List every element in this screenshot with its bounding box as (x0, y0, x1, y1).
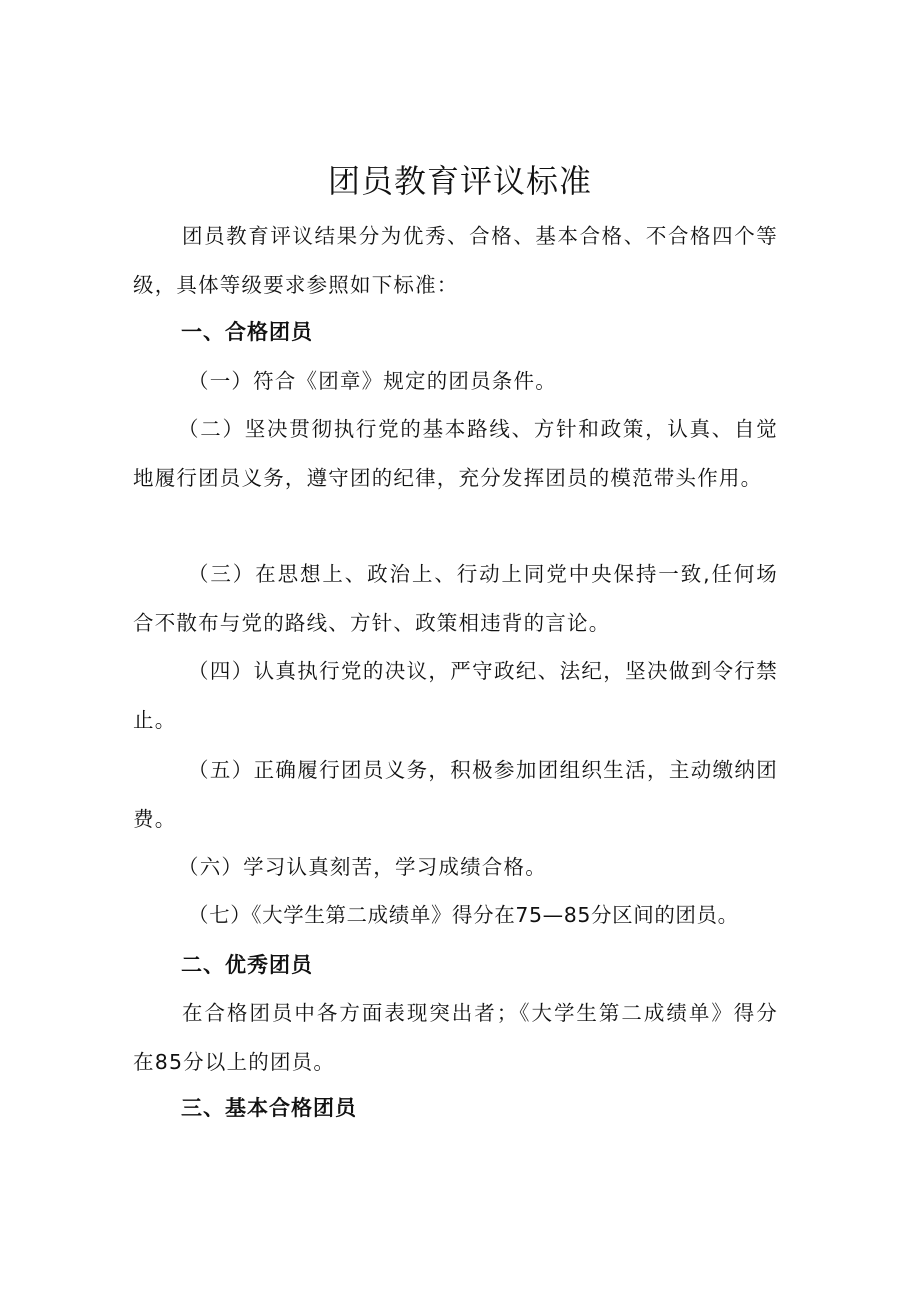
qualified-item-4: （四）认真执行党的决议，严守政纪、法纪，坚决做到令行禁止。 (133, 659, 778, 732)
qualified-item-1: （一）符合《团章》规定的团员条件。 (188, 369, 557, 393)
qualified-item-7: （七）《大学生第二成绩单》得分在75—85分区间的团员。 (188, 903, 739, 927)
section-heading-basic-qualified: 三、基本合格团员 (181, 1096, 357, 1120)
qualified-item-6: （六）学习认真刻苦，学习成绩合格。 (178, 855, 547, 879)
qualified-item-3: （三）在思想上、政治上、行动上同党中央保持一致,任何场合不散布与党的路线、方针、政策相违背的言论。 (133, 562, 778, 635)
document-title: 团员教育评议标准 (327, 162, 592, 201)
excellent-paragraph: 在合格团员中各方面表现突出者；《大学生第二成绩单》得分在85分以上的团员。 (133, 1001, 778, 1074)
intro-paragraph: 团员教育评议结果分为优秀、合格、基本合格、不合格四个等级，具体等级要求参照如下标准： (133, 224, 778, 297)
section-heading-excellent: 二、优秀团员 (181, 953, 313, 977)
qualified-item-2: （二）坚决贯彻执行党的基本路线、方针和政策，认真、自觉地履行团员义务，遵守团的纪律，充分发挥团员的模范带头作用。 (133, 417, 778, 490)
section-heading-qualified: 一、合格团员 (181, 320, 313, 344)
qualified-item-5: （五）正确履行团员义务，积极参加团组织生活，主动缴纳团费。 (133, 758, 778, 831)
